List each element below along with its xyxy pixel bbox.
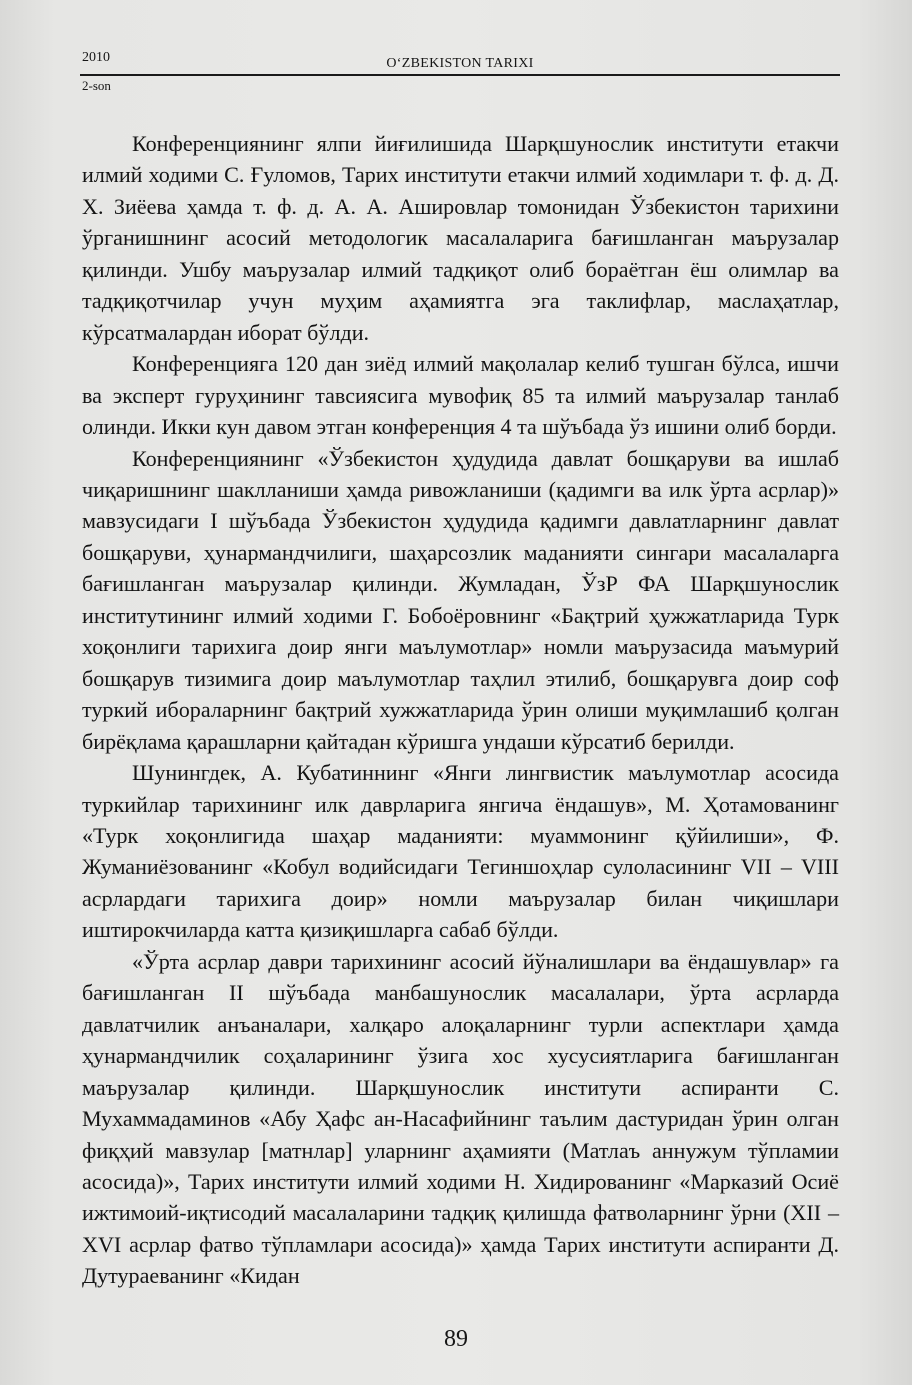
running-header — [80, 48, 840, 92]
journal-title: O‘ZBEKISTON TARIXI — [386, 56, 534, 71]
header-rule — [80, 74, 840, 76]
paragraph: Конференциянинг «Ўзбекистон ҳудудида давлат бошқаруви ва ишлаб чиқаришнинг шаклланиши ҳамда ривожланиши (қадимги ва илк ўрта асрлар)» мавзусидаги I шўъбада Ўзбекистон ҳудудида қадимги давлатларнинг давлат бошқаруви, ҳунармандчилиги, шаҳарсозлик маданияти сингари масалаларга бағишланган маърузалар қилинди. Жумладан, ЎзР ФА Шарқшунослик институтининг илмий ходими Г. Бобоёровнинг «Бақтрий ҳужжатларида Турк хоқонлиги тарихига доир янги маълумотлар» номли маърузасида маъмурий бошқарув тизимига доир маълумотлар таҳлил этилиб, бошқарувга доир соф туркий ибораларнинг бақтрий хужжатларида ўрин олиши муқимлашиб қолган бирёқлама қарашларни қайтадан кўришга ундаши кўрсатиб берилди. — [82, 445, 839, 754]
paragraph: Конференциянинг ялпи йиғилишида Шарқшунослик институти етакчи илмий ходими С. Ғуломов, Тарих институти етакчи илмий ходимлари т. ф. д. Д. Х. Зиёева ҳамда т. ф. д. А. А. Ашировлар томонидан Ўзбекистон тарихини ўрганишнинг асосий методологик масалаларига бағишланган маърузалар қилинди. Ушбу маърузалар илмий тадқиқот олиб бораётган ёш олимлар ва тадқиқотчилар учун муҳим аҳамиятга эга таклифлар, маслаҳатлар, кўрсатмалардан иборат бўлди. — [82, 131, 839, 345]
paragraph: «Ўрта асрлар даври тарихининг асосий йўналишлари ва ёндашувлар» га бағишланган II шўъбада манбашунослик масалалари, ўрта асрларда давлатчилик анъаналари, халқаро алоқаларнинг турли аспектлари ҳамда ҳунармандчилик соҳаларининг ўзига хос хусусиятларига бағишланган маърузалар қилинди. Шарқшунослик институти аспиранти С. Мухаммадаминов «Абу Ҳафс ан-Насафийнинг таълим дастуридан ўрин олган фиқҳий мавзулар [матнлар] уларнинг аҳамияти (Матлаъ аннужум тўпламии асосида)», Тарих институти илмий ходими Н. Хидированинг «Марказий Осиё ижтимоий-иқтисодий масалаларини тадқиқ қилишда фатволарнинг ўрни (XII – XVI асрлар фатво тўпламлари асосида)» ҳамда Тарих институти аспиранти Д. Дутураеванинг «Кидан — [82, 948, 839, 1289]
header-year: 2010 — [82, 50, 110, 65]
paragraph: Шунингдек, А. Кубатиннинг «Янги лингвистик маълумотлар асосида туркийлар тарихининг илк даврларига янгича ёндашув», М. Ҳотамованинг «Турк хоқонлигида шаҳар маданияти: муаммонинг қўйилиши», Ф. Жуманиёзованинг «Кобул водийсидаги Тегиншоҳлар сулоласининг VII – VIII асрлардаги тарихига доир» номли маърузалар билан чиқишлари иштирокчиларда катта қизиқишларга сабаб бўлди. — [82, 760, 839, 943]
paragraph: Конференцияга 120 дан зиёд илмий мақолалар келиб тушган бўлса, ишчи ва эксперт гуруҳининг тавсиясига мувофиқ 85 та илмий маърузалар танлаб олинди. Икки кун давом этган конференция 4 та шўъбада ўз ишини олиб борди. — [82, 351, 839, 440]
article-body — [82, 128, 839, 1292]
page-number: 89 — [444, 1326, 468, 1352]
header-issue: 2-son — [82, 78, 111, 93]
